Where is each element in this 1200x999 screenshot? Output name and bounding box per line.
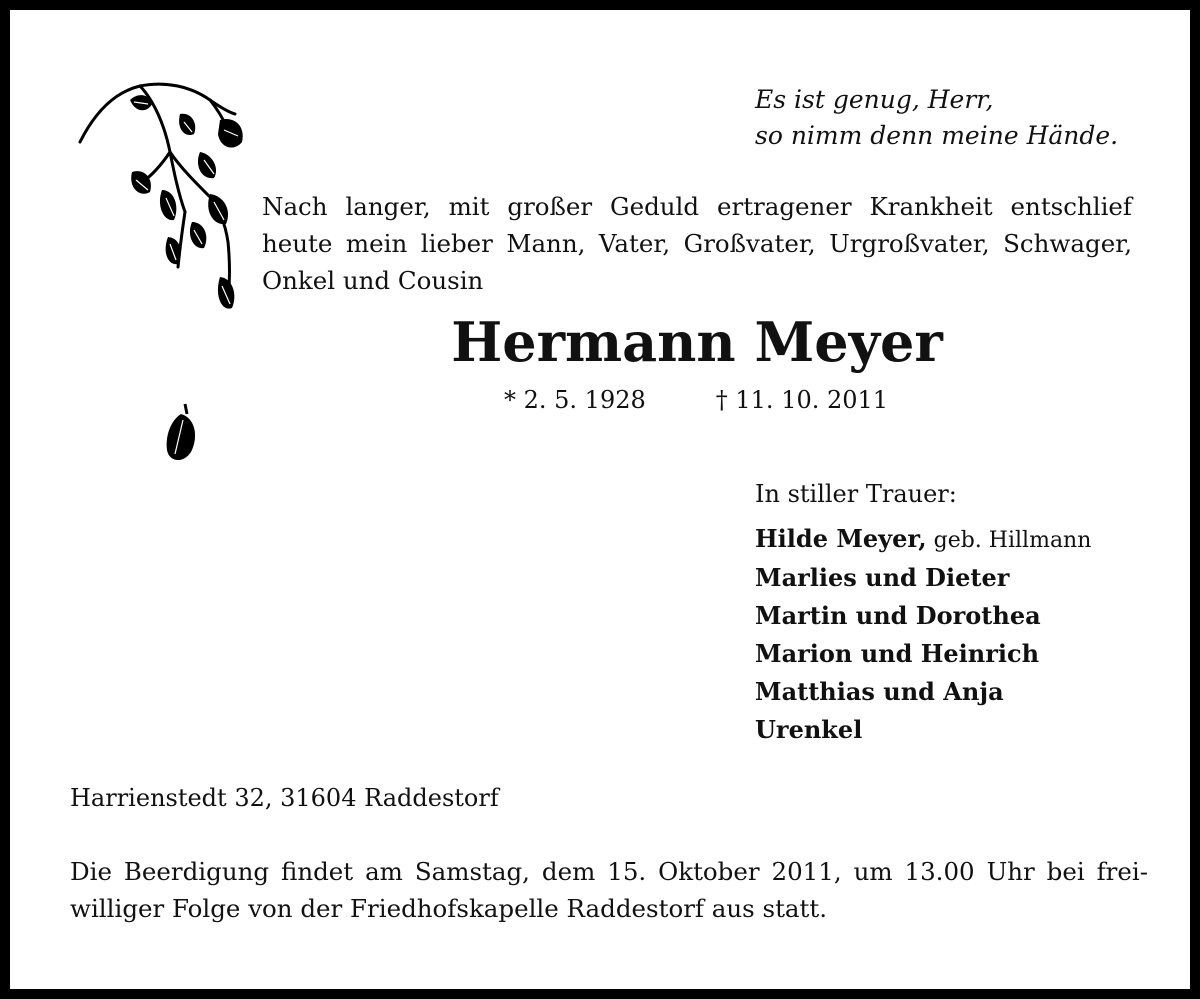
mourner-item <box>755 559 1091 597</box>
mourners-list <box>755 520 1091 749</box>
intro-text <box>262 188 1132 299</box>
mourner-name: Matthias und Anja <box>755 677 1004 706</box>
intro-line: Nach langer, mit großer Geduld ertragener Krankheit entschlief <box>262 192 1132 221</box>
funeral-line: Die Beerdigung findet am Samstag, dem 15. Oktober 2011, um 13.00 Uhr bei frei- <box>70 857 1148 886</box>
falling-leaf-icon <box>155 400 205 470</box>
mourning-title: In stiller Trauer: <box>755 480 957 508</box>
birch-branch-icon <box>70 72 260 332</box>
mourner-name: Martin und Dorothea <box>755 601 1041 630</box>
mourner-item <box>755 711 1091 749</box>
quote-line: Es ist genug, Herr, <box>755 85 994 114</box>
mourner-name: Marion und Heinrich <box>755 639 1040 668</box>
intro-line: heute mein lieber Mann, Vater, Großvater, Urgroßvater, Schwager, <box>262 229 1132 258</box>
quote-line: so nimm denn meine Hände. <box>755 121 1119 150</box>
intro-line: Onkel und Cousin <box>262 266 484 295</box>
life-dates <box>504 382 888 418</box>
mourner-item <box>755 673 1091 711</box>
birth-date: * 2. 5. 1928 <box>504 386 646 414</box>
mourner-name: Marlies und Dieter <box>755 563 1010 592</box>
mourner-item <box>755 520 1091 559</box>
funeral-info <box>70 853 1148 927</box>
funeral-line: williger Folge von der Friedhofskapelle Raddestorf aus statt. <box>70 894 828 923</box>
address: Harrienstedt 32, 31604 Raddestorf <box>70 784 499 812</box>
death-date: † 11. 10. 2011 <box>715 386 889 414</box>
deceased-name: Hermann Meyer <box>451 310 943 374</box>
mourner-item <box>755 597 1091 635</box>
mourner-name: Urenkel <box>755 715 863 744</box>
bible-quote <box>755 82 1118 154</box>
mourner-name: Hilde Meyer, <box>755 524 927 553</box>
mourner-note: geb. Hillmann <box>926 528 1092 553</box>
mourner-item <box>755 635 1091 673</box>
